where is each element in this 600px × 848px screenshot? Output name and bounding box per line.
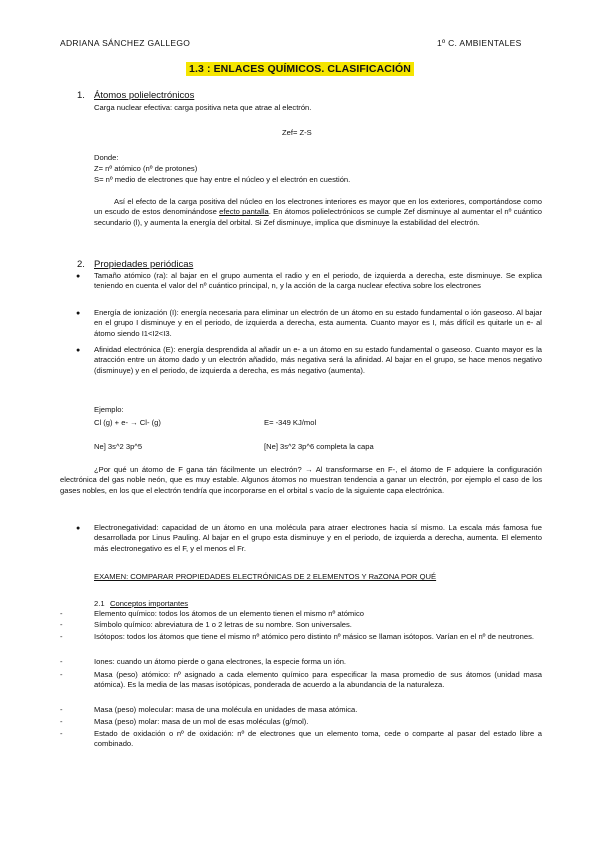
dash-icon: -	[60, 705, 63, 714]
concept-isotopos: Isótopos: todos los átomos que tiene el mismo nº atómico pero distinto nº másico se llaman isótopos. Varían en el nº de neutrones.	[94, 632, 534, 641]
section1-heading: Átomos polielectrónicos	[94, 90, 195, 101]
config-chlorine: Ne] 3s^2 3p^5	[94, 442, 143, 451]
bullet-icon: ●	[76, 347, 81, 354]
reaction-equation: Cl (g) + e- → Cl- (g)	[94, 418, 161, 427]
dash-icon: -	[60, 632, 63, 641]
bullet-icon: ●	[76, 273, 81, 280]
concept-masa-molar: Masa (peso) molar: masa de un mol de esas moléculas (g/mol).	[94, 717, 309, 726]
dash-icon: -	[60, 657, 63, 666]
section21-heading: Conceptos importantes	[110, 599, 189, 608]
carga-nuclear-line: Carga nuclear efectiva: carga positiva neta que atrae al electrón.	[94, 103, 312, 112]
concept-masa-molecular: Masa (peso) molecular: masa de una molécula en unidades de masa atómica.	[94, 705, 358, 714]
concept-elemento-quimico: Elemento químico: todos los átomos de un elemento tienen el mismo nº atómico	[94, 609, 364, 618]
dash-icon: -	[60, 670, 63, 679]
section1-number: 1.	[77, 90, 85, 101]
efecto-pantalla-paragraph	[94, 197, 542, 228]
paragraph-part-b: . En átomos polielectrónicos se cumple Zef disminuye al aumentar el nº cuántico secundario (l), y aumenta la energía del orbital. Si Zef disminuye, implica que disminuye la estabilidad del electrón.	[94, 207, 542, 227]
section2-heading: Propiedades periódicas	[94, 259, 194, 270]
title-wrap	[0, 59, 600, 77]
bullet-tamano-atomico: Tamaño atómico (ra): al bajar en el grupo aumenta el radio y en el periodo, de izquierda a derecha, este disminuye. Se explica teniendo en cuenta el valor del nº cuántico principal, n, y la acción de la carga nuclear efectiva sobre los electrones	[94, 271, 542, 291]
section2-number: 2.	[77, 259, 85, 270]
concept-masa-atomica: Masa (peso) atómico: nº asignado a cada elemento químico para especificar la masa promedio de sus átomos (unidad masa atómica). Es la media de las masas isotópicas, ponderada de acuerdo a la abundancia de la naturaleza.	[94, 670, 542, 690]
dash-icon: -	[60, 620, 63, 629]
paragraph-part-a: Así el efecto de la carga positiva del núcleo en los electrones interiores es mayor que en los exteriores, comportándose como un escudo de estos denominándose	[94, 197, 542, 217]
header-course: 1º C. AMBIENTALES	[437, 38, 522, 48]
concept-iones: Iones: cuando un átomo pierde o gana electrones, la especie forma un ión.	[94, 657, 347, 666]
z-definition: Z= nº atómico (nº de protones)	[94, 164, 198, 173]
page-title: 1.3 : ENLACES QUÍMICOS. CLASIFICACIÓN	[186, 62, 414, 76]
section21-number: 2.1	[94, 599, 105, 608]
bullet-electronegatividad: Electronegatividad: capacidad de un átomo en una molécula para atraer electrones hacia sí mismo. La escala más famosa fue desarrollada por Linus Pauling. Al bajar en el grupo esta disminuye y en el periodo, de izquierda a derecha, aumenta. El elemento más electronegativo es el F, y el menos el Fr.	[94, 523, 542, 553]
ejemplo-label: Ejemplo:	[94, 405, 124, 414]
header-author: ADRIANA SÁNCHEZ GALLEGO	[60, 38, 191, 48]
bullet-icon: ●	[76, 310, 81, 317]
concept-simbolo-quimico: Símbolo químico: abreviatura de 1 o 2 letras de su nombre. Son universales.	[94, 620, 352, 629]
efecto-pantalla-term: efecto pantalla	[219, 207, 269, 217]
concept-estado-oxidacion: Estado de oxidación o nº de oxidación: nº de electrones que un elemento toma, cede o comparte al pasar del estado libre a combinado.	[94, 729, 542, 749]
bullet-icon: ●	[76, 525, 81, 532]
fluor-paragraph: ¿Por qué un átomo de F gana tán fácilmente un electrón? → Al transformarse en F-, el átomo de F adquiere la configuración electrónica del gas noble neón, que es muy estable. Algunos átomos no muestran tendencia a ganar un electrón, por ejemplo el caso de los gases nobles, en los que el electrón tendría que incorporarse en el orbital s vacío de la siguiente capa electrónica.	[60, 465, 542, 495]
dash-icon: -	[60, 609, 63, 618]
bullet-afinidad-electronica: Afinidad electrónica (E): energía desprendida al añadir un e- a un átomo en su estado fundamental o gaseoso. Cuanto mayor es la atracción entre un átomo dado y un electrón añadido, más negativa será la afinidad. Al bajar en el grupo, se hace menos negativo (disminuye) y en el periodo, de izquierda a derecha, es más negativo (aumenta).	[94, 345, 542, 375]
config-chloride: [Ne] 3s^2 3p^6 completa la capa	[264, 442, 374, 451]
donde-label: Donde:	[94, 153, 119, 162]
exam-note: EXAMEN: COMPARAR PROPIEDADES ELECTRÓNICAS DE 2 ELEMENTOS Y RaZONA POR QUÉ	[94, 572, 437, 581]
dash-icon: -	[60, 717, 63, 726]
dash-icon: -	[60, 729, 63, 738]
bullet-energia-ionizacion: Energía de ionización (I): energía necesaria para eliminar un electrón de un átomo en su estado fundamental o ión gaseoso. Al bajar en el grupo I disminuye y en el periodo, de izquierda a derecha, esta aumenta. Cuanto mayor es I, más difícil es quitarle un e- al átomo siendo I1<I2<I3.	[94, 308, 542, 338]
zef-formula: Zef= Z-S	[282, 128, 312, 137]
reaction-energy: E= -349 KJ/mol	[264, 418, 317, 427]
s-definition: S= nº medio de electrones que hay entre el núcleo y el electrón en cuestión.	[94, 175, 351, 184]
